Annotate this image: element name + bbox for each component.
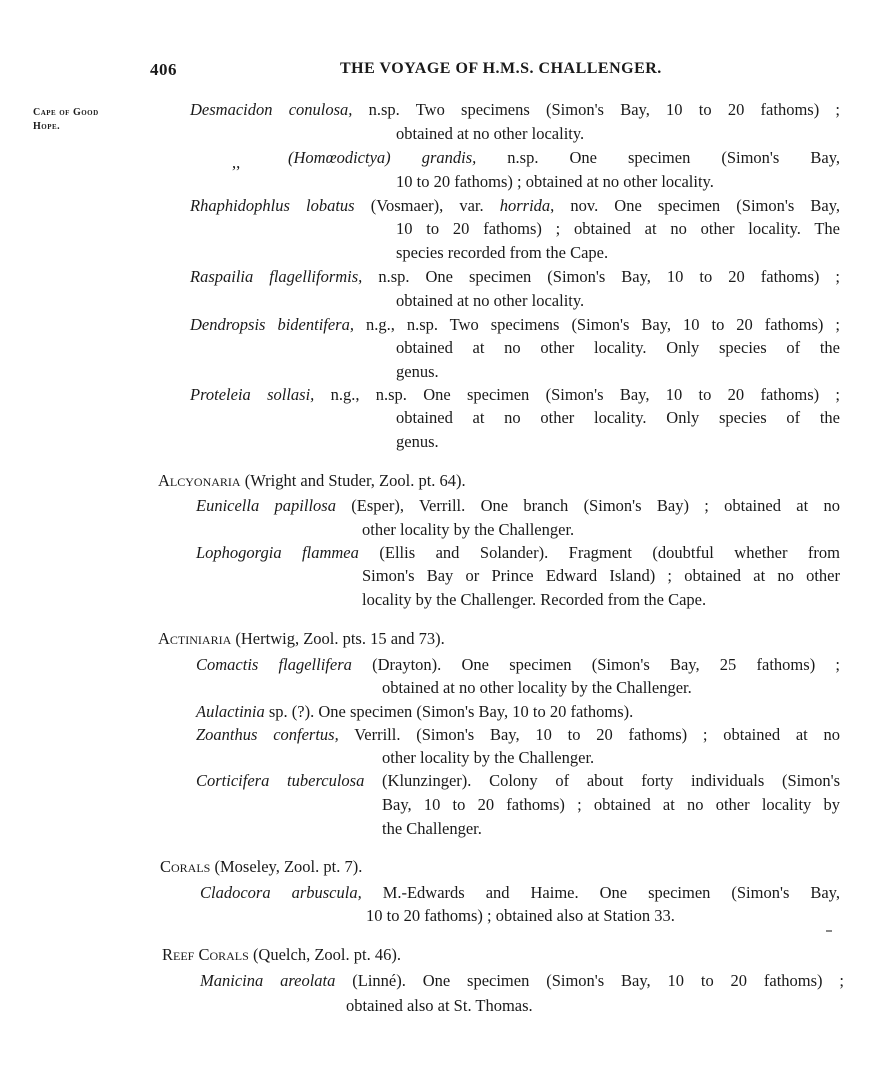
entry-rhaphidophlus-line-2: 10 to 20 fathoms) ; obtained at no other locality. The xyxy=(396,219,840,238)
heading-citation: (Wright and Studer, Zool. pt. 64). xyxy=(240,471,466,490)
margin-line-2: Hope. xyxy=(33,121,61,132)
entry-raspailia-line-1 xyxy=(190,267,840,287)
running-title: THE VOYAGE OF H.M.S. CHALLENGER. xyxy=(340,60,662,77)
entry-lophogorgia-line-2: Simon's Bay or Prince Edward Island) ; obtained at no other xyxy=(362,566,840,585)
species-name: Lophogorgia flammea xyxy=(196,543,359,562)
entry-comactis-line-1 xyxy=(196,655,840,675)
page-number: 406 xyxy=(150,60,177,79)
entry-text: n.g., n.sp. One specimen (Simon's Bay, 10 to 20 fathoms) ; xyxy=(314,385,840,404)
species-name: Aulactinia xyxy=(196,702,265,721)
entry-corticifera-line-3: the Challenger. xyxy=(382,819,482,838)
entry-text: (Vosmaer), var. xyxy=(354,196,500,215)
entry-desmacidon-line-1 xyxy=(190,100,840,120)
species-name: Proteleia sollasi, xyxy=(190,385,315,404)
entry-raspailia-line-2: obtained at no other locality. xyxy=(396,291,585,310)
section-heading-corals xyxy=(160,857,362,877)
entry-text: (Klunzinger). Colony of about forty individuals (Simon's xyxy=(364,771,840,790)
entry-text: (Drayton). One specimen (Simon's Bay, 25 fathoms) ; xyxy=(351,655,840,674)
entry-aulactinia-line-1 xyxy=(196,702,633,722)
entry-rhaphidophlus-line-1 xyxy=(190,196,840,216)
heading-citation: (Moseley, Zool. pt. 7). xyxy=(210,857,363,876)
entry-zoanthus-line-2: other locality by the Challenger. xyxy=(382,748,595,767)
entry-comactis-line-2: obtained at no other locality by the Challenger. xyxy=(382,678,692,697)
species-name: Rhaphidophlus lobatus xyxy=(190,196,355,215)
entry-text: n.sp. Two specimens (Simon's Bay, 10 to 20 fathoms) ; xyxy=(352,100,840,119)
heading-citation: (Hertwig, Zool. pts. 15 and 73). xyxy=(231,629,445,648)
margin-locality-note xyxy=(33,106,99,134)
variety-name: horrida xyxy=(499,196,551,215)
stray-mark xyxy=(826,930,832,932)
entry-homoeodictya-line-2: 10 to 20 fathoms) ; obtained at no other locality. xyxy=(396,172,714,191)
entry-text: n.g., n.sp. Two specimens (Simon's Bay, 10 to 20 fathoms) ; xyxy=(353,315,840,334)
entry-text: n.sp. One specimen (Simon's Bay, xyxy=(476,148,840,167)
section-heading-reef-corals xyxy=(162,945,401,965)
entry-proteleia-line-3: genus. xyxy=(396,432,439,451)
entry-manicina-line-2: obtained also at St. Thomas. xyxy=(346,996,533,1015)
heading-label: Reef Corals xyxy=(162,945,249,964)
entry-desmacidon-line-2: obtained at no other locality. xyxy=(396,124,585,143)
entry-proteleia-line-1 xyxy=(190,385,840,405)
species-name: Desmacidon conulosa, xyxy=(190,100,353,119)
species-name: Zoanthus confertus, xyxy=(196,725,339,744)
entry-text: (Ellis and Solander). Fragment (doubtful whether from xyxy=(358,543,840,562)
entry-text: (Esper), Verrill. One branch (Simon's Bay) ; obtained at no xyxy=(335,496,840,515)
entry-corticifera-line-1 xyxy=(196,771,840,791)
species-name: Corticifera tuberculosa xyxy=(196,771,365,790)
species-name: Cladocora arbuscula, xyxy=(200,883,362,902)
species-name: Raspailia flagelliformis, xyxy=(190,267,363,286)
species-name: Dendropsis bidentifera, xyxy=(190,315,354,334)
entry-corticifera-line-2: Bay, 10 to 20 fathoms) ; obtained at no other locality by xyxy=(382,795,840,814)
entry-homoeodictya-line-1 xyxy=(288,148,840,168)
entry-text: sp. (?). One specimen (Simon's Bay, 10 to 20 fathoms). xyxy=(264,702,634,721)
entry-dendropsis-line-1 xyxy=(190,315,840,335)
margin-line-1: Cape of Good xyxy=(33,107,99,118)
ditto-mark: ,, xyxy=(232,153,241,172)
species-name: Eunicella papillosa xyxy=(196,496,336,515)
heading-label: Corals xyxy=(160,857,211,876)
section-heading-alcyonaria xyxy=(158,471,466,491)
entry-lophogorgia-line-1 xyxy=(196,543,840,563)
heading-label: Alcyonaria xyxy=(158,471,241,490)
entry-lophogorgia-line-3: locality by the Challenger. Recorded from the Cape. xyxy=(362,590,707,609)
entry-text: (Linné). One specimen (Simon's Bay, 10 to 20 fathoms) ; xyxy=(335,971,844,990)
entry-proteleia-line-2: obtained at no other locality. Only species of the xyxy=(396,408,840,427)
entry-text: Verrill. (Simon's Bay, 10 to 20 fathoms) ; obtained at no xyxy=(338,725,841,744)
entry-eunicella-line-2: other locality by the Challenger. xyxy=(362,520,575,539)
species-name: Comactis flagellifera xyxy=(196,655,352,674)
heading-citation: (Quelch, Zool. pt. 46). xyxy=(248,945,401,964)
entry-text: , nov. One specimen (Simon's Bay, xyxy=(550,196,840,215)
entry-eunicella-line-1 xyxy=(196,496,840,516)
entry-cladocora-line-2: 10 to 20 fathoms) ; obtained also at Station 33. xyxy=(366,906,675,925)
entry-rhaphidophlus-line-3: species recorded from the Cape. xyxy=(396,243,609,262)
species-name: Manicina areolata xyxy=(200,971,336,990)
entry-manicina-line-1 xyxy=(200,971,844,991)
heading-label: Actiniaria xyxy=(158,629,232,648)
section-heading-actiniaria xyxy=(158,629,445,649)
species-name: grandis, xyxy=(421,148,477,167)
entry-dendropsis-line-2: obtained at no other locality. Only species of the xyxy=(396,338,840,357)
entry-cladocora-line-1 xyxy=(200,883,840,903)
entry-zoanthus-line-1 xyxy=(196,725,840,745)
subgenus-name: (Homœodictya) xyxy=(288,148,391,167)
entry-text: M.-Edwards and Haime. One specimen (Simon's Bay, xyxy=(361,883,840,902)
entry-dendropsis-line-3: genus. xyxy=(396,362,439,381)
entry-text: n.sp. One specimen (Simon's Bay, 10 to 20 fathoms) ; xyxy=(362,267,840,286)
